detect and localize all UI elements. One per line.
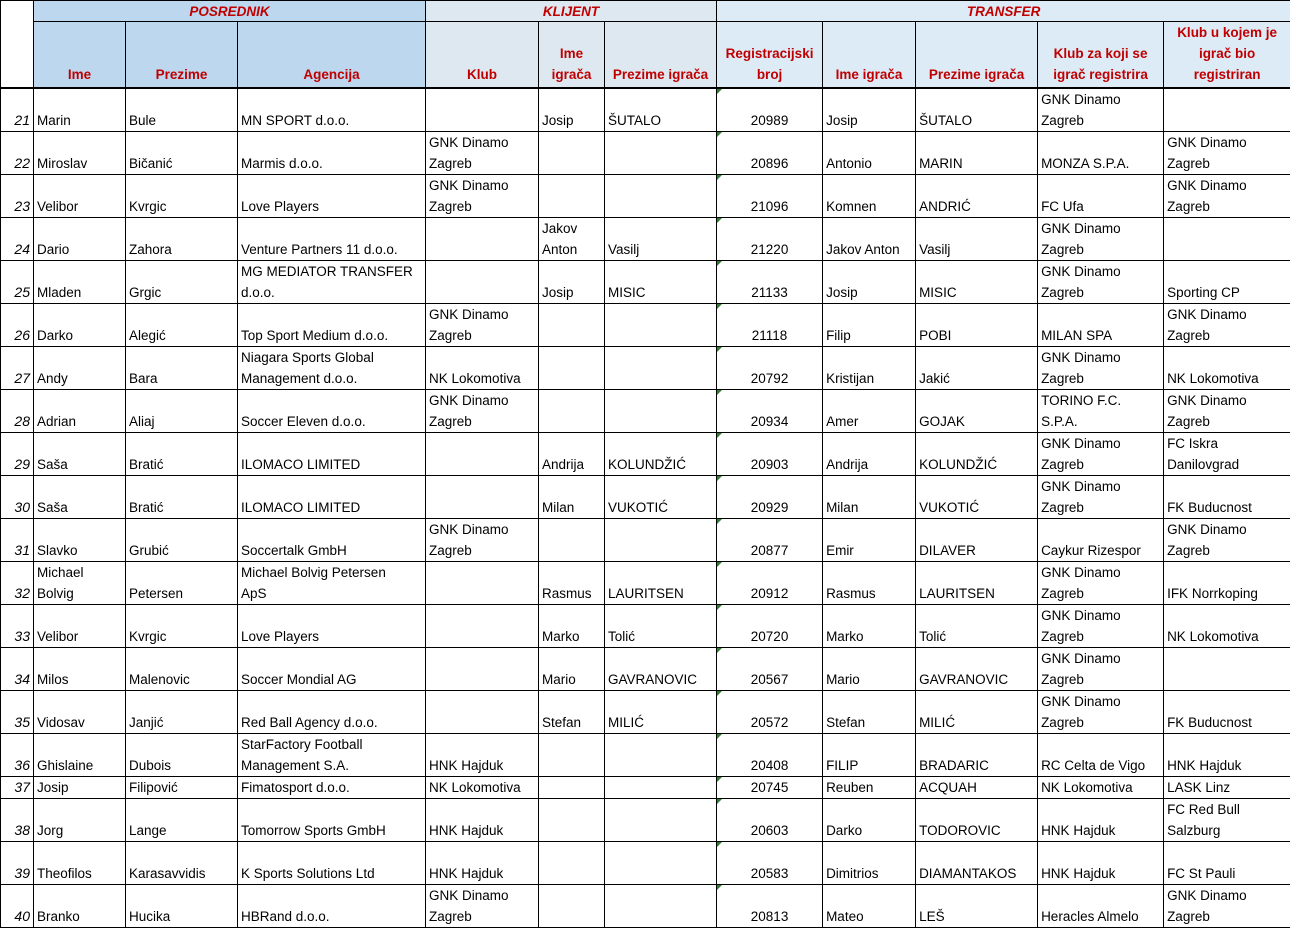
cell-reg-broj: 21133 xyxy=(717,261,823,304)
cell-klijent-prezime: Tolić xyxy=(605,605,717,648)
cell-klub-u: HNK Hajduk xyxy=(1164,734,1290,777)
cell-klijent-ime: Milan xyxy=(539,476,605,519)
cell-klub-za: GNK Dinamo Zagreb xyxy=(1038,562,1164,605)
cell-transfer-prezime: ACQUAH xyxy=(916,777,1038,799)
cell-klijent-prezime: MISIC xyxy=(605,261,717,304)
table-row xyxy=(1,562,1290,605)
cell-klijent-ime: Marko xyxy=(539,605,605,648)
cell-transfer-ime: Josip xyxy=(823,261,916,304)
cell-ime: Darko xyxy=(34,304,126,347)
cell-klub xyxy=(426,261,539,304)
cell-reg-broj: 21220 xyxy=(717,218,823,261)
row-number: 26 xyxy=(1,304,34,347)
col-klub-u: Klub u kojem je igrač bio registriran xyxy=(1164,22,1290,89)
cell-transfer-ime: Filip xyxy=(823,304,916,347)
col-transfer-prezime-igraca: Prezime igrača xyxy=(916,22,1038,89)
cell-klijent-ime: Mario xyxy=(539,648,605,691)
cell-klub-u: GNK Dinamo Zagreb xyxy=(1164,132,1290,175)
cell-transfer-prezime: DIAMANTAKOS xyxy=(916,842,1038,885)
cell-klijent-prezime: GAVRANOVIC xyxy=(605,648,717,691)
cell-klub-za: TORINO F.C. S.P.A. xyxy=(1038,390,1164,433)
cell-transfer-ime: Komnen xyxy=(823,175,916,218)
cell-reg-broj: 21096 xyxy=(717,175,823,218)
cell-reg-broj: 20813 xyxy=(717,884,823,927)
cell-klub-u: LASK Linz xyxy=(1164,777,1290,799)
cell-klub xyxy=(426,648,539,691)
cell-klub-za: Heracles Almelo xyxy=(1038,884,1164,927)
row-number: 39 xyxy=(1,842,34,885)
cell-transfer-ime: Reuben xyxy=(823,777,916,799)
cell-agencija: Marmis d.o.o. xyxy=(238,132,426,175)
cell-klub-za: GNK Dinamo Zagreb xyxy=(1038,218,1164,261)
cell-klub: HNK Hajduk xyxy=(426,842,539,885)
cell-transfer-ime: Antonio xyxy=(823,132,916,175)
cell-reg-broj: 20567 xyxy=(717,648,823,691)
cell-prezime: Janjić xyxy=(126,691,238,734)
cell-ime: Jorg xyxy=(34,799,126,842)
cell-transfer-ime: Mateo xyxy=(823,884,916,927)
cell-klub xyxy=(426,476,539,519)
cell-transfer-prezime: POBI xyxy=(916,304,1038,347)
cell-klub-za: MILAN SPA xyxy=(1038,304,1164,347)
cell-prezime: Grgic xyxy=(126,261,238,304)
cell-reg-broj: 20929 xyxy=(717,476,823,519)
row-number: 28 xyxy=(1,390,34,433)
col-klub-za: Klub za koji se igrač registrira xyxy=(1038,22,1164,89)
cell-klub-za: NK Lokomotiva xyxy=(1038,777,1164,799)
cell-klub: HNK Hajduk xyxy=(426,799,539,842)
cell-transfer-ime: Amer xyxy=(823,390,916,433)
cell-transfer-prezime: LAURITSEN xyxy=(916,562,1038,605)
cell-prezime: Zahora xyxy=(126,218,238,261)
cell-prezime: Karasavvidis xyxy=(126,842,238,885)
cell-klijent-prezime xyxy=(605,304,717,347)
cell-reg-broj: 21118 xyxy=(717,304,823,347)
cell-transfer-prezime: ANDRIĆ xyxy=(916,175,1038,218)
cell-ime: Ghislaine xyxy=(34,734,126,777)
cell-transfer-ime: Emir xyxy=(823,519,916,562)
cell-klub: NK Lokomotiva xyxy=(426,777,539,799)
cell-klub-za: RC Celta de Vigo xyxy=(1038,734,1164,777)
cell-agencija: ILOMACO LIMITED xyxy=(238,476,426,519)
cell-prezime: Bratić xyxy=(126,476,238,519)
cell-agencija: Niagara Sports Global Management d.o.o. xyxy=(238,347,426,390)
cell-klub-za: GNK Dinamo Zagreb xyxy=(1038,88,1164,132)
cell-klijent-ime xyxy=(539,304,605,347)
row-number: 21 xyxy=(1,88,34,132)
cell-klijent-ime: Andrija xyxy=(539,433,605,476)
cell-transfer-prezime: LEŠ xyxy=(916,884,1038,927)
cell-klub-u: GNK Dinamo Zagreb xyxy=(1164,519,1290,562)
table-row xyxy=(1,132,1290,175)
cell-klijent-prezime xyxy=(605,390,717,433)
cell-transfer-prezime: Tolić xyxy=(916,605,1038,648)
table-row xyxy=(1,476,1290,519)
cell-prezime: Aliaj xyxy=(126,390,238,433)
cell-agencija: MN SPORT d.o.o. xyxy=(238,88,426,132)
cell-klub-za: GNK Dinamo Zagreb xyxy=(1038,476,1164,519)
cell-klub: GNK Dinamo Zagreb xyxy=(426,390,539,433)
table-row xyxy=(1,433,1290,476)
cell-agencija: Love Players xyxy=(238,605,426,648)
cell-klijent-ime: Josip xyxy=(539,261,605,304)
cell-prezime: Kvrgic xyxy=(126,175,238,218)
cell-transfer-prezime: MISIC xyxy=(916,261,1038,304)
cell-klub xyxy=(426,562,539,605)
cell-ime: Marin xyxy=(34,88,126,132)
cell-klub-u: FK Buducnost xyxy=(1164,476,1290,519)
table-row xyxy=(1,519,1290,562)
cell-reg-broj: 20903 xyxy=(717,433,823,476)
group-posrednik: POSREDNIK xyxy=(34,1,426,22)
cell-transfer-ime: Milan xyxy=(823,476,916,519)
group-transfer: TRANSFER xyxy=(717,1,1290,22)
cell-transfer-ime: Josip xyxy=(823,88,916,132)
cell-prezime: Bara xyxy=(126,347,238,390)
cell-transfer-prezime: KOLUNDŽIĆ xyxy=(916,433,1038,476)
cell-agencija: K Sports Solutions Ltd xyxy=(238,842,426,885)
cell-transfer-prezime: DILAVER xyxy=(916,519,1038,562)
cell-reg-broj: 20989 xyxy=(717,88,823,132)
cell-transfer-ime: Marko xyxy=(823,605,916,648)
cell-klub-za: HNK Hajduk xyxy=(1038,799,1164,842)
table-row xyxy=(1,304,1290,347)
cell-klijent-ime: Jakov Anton xyxy=(539,218,605,261)
cell-klub-u xyxy=(1164,88,1290,132)
table-body xyxy=(1,88,1290,927)
cell-transfer-prezime: ŠUTALO xyxy=(916,88,1038,132)
cell-transfer-ime: Stefan xyxy=(823,691,916,734)
cell-ime: Theofilos xyxy=(34,842,126,885)
cell-reg-broj: 20877 xyxy=(717,519,823,562)
row-number: 36 xyxy=(1,734,34,777)
cell-ime: Saša xyxy=(34,476,126,519)
cell-klijent-ime xyxy=(539,842,605,885)
table-row xyxy=(1,88,1290,132)
cell-klijent-ime xyxy=(539,132,605,175)
cell-transfer-prezime: MILIĆ xyxy=(916,691,1038,734)
cell-agencija: Soccer Eleven d.o.o. xyxy=(238,390,426,433)
cell-reg-broj: 20583 xyxy=(717,842,823,885)
cell-klijent-prezime: LAURITSEN xyxy=(605,562,717,605)
cell-klijent-prezime xyxy=(605,175,717,218)
cell-klub-u: GNK Dinamo Zagreb xyxy=(1164,884,1290,927)
table-row xyxy=(1,691,1290,734)
cell-klub-u: FC Red Bull Salzburg xyxy=(1164,799,1290,842)
cell-agencija: MG MEDIATOR TRANSFER d.o.o. xyxy=(238,261,426,304)
cell-klub xyxy=(426,218,539,261)
row-number: 30 xyxy=(1,476,34,519)
cell-ime: Andy xyxy=(34,347,126,390)
cell-transfer-ime: Jakov Anton xyxy=(823,218,916,261)
group-header-row xyxy=(1,1,1290,22)
cell-klijent-ime xyxy=(539,777,605,799)
col-transfer-ime-igraca: Ime igrača xyxy=(823,22,916,89)
row-number: 29 xyxy=(1,433,34,476)
cell-klijent-ime xyxy=(539,884,605,927)
cell-prezime: Bratić xyxy=(126,433,238,476)
corner-cell xyxy=(1,1,34,89)
group-klijent: KLIJENT xyxy=(426,1,717,22)
col-ime: Ime xyxy=(34,22,126,89)
cell-klijent-ime: Rasmus xyxy=(539,562,605,605)
cell-klub-za: GNK Dinamo Zagreb xyxy=(1038,261,1164,304)
cell-ime: Adrian xyxy=(34,390,126,433)
cell-ime: Velibor xyxy=(34,605,126,648)
cell-reg-broj: 20603 xyxy=(717,799,823,842)
cell-agencija: ILOMACO LIMITED xyxy=(238,433,426,476)
cell-reg-broj: 20896 xyxy=(717,132,823,175)
cell-klub: GNK Dinamo Zagreb xyxy=(426,884,539,927)
row-number: 33 xyxy=(1,605,34,648)
cell-transfer-prezime: GOJAK xyxy=(916,390,1038,433)
cell-reg-broj: 20720 xyxy=(717,605,823,648)
cell-klijent-prezime xyxy=(605,799,717,842)
cell-klub xyxy=(426,433,539,476)
cell-klijent-prezime: ŠUTALO xyxy=(605,88,717,132)
cell-transfer-prezime: Jakić xyxy=(916,347,1038,390)
cell-reg-broj: 20792 xyxy=(717,347,823,390)
cell-transfer-prezime: MARIN xyxy=(916,132,1038,175)
cell-transfer-ime: Andrija xyxy=(823,433,916,476)
row-number: 25 xyxy=(1,261,34,304)
cell-klub-u: GNK Dinamo Zagreb xyxy=(1164,390,1290,433)
cell-klub-za: GNK Dinamo Zagreb xyxy=(1038,433,1164,476)
cell-klub-za: FC Ufa xyxy=(1038,175,1164,218)
cell-klijent-ime: Josip xyxy=(539,88,605,132)
cell-ime: Branko xyxy=(34,884,126,927)
cell-reg-broj: 20934 xyxy=(717,390,823,433)
cell-klub-za: MONZA S.P.A. xyxy=(1038,132,1164,175)
table-row xyxy=(1,884,1290,927)
cell-klub: HNK Hajduk xyxy=(426,734,539,777)
row-number: 23 xyxy=(1,175,34,218)
cell-klub: NK Lokomotiva xyxy=(426,347,539,390)
cell-klub-u: GNK Dinamo Zagreb xyxy=(1164,175,1290,218)
cell-transfer-ime: Mario xyxy=(823,648,916,691)
cell-klub: GNK Dinamo Zagreb xyxy=(426,519,539,562)
table-row xyxy=(1,648,1290,691)
table-row xyxy=(1,390,1290,433)
cell-transfer-ime: FILIP xyxy=(823,734,916,777)
cell-klijent-ime xyxy=(539,347,605,390)
table-row xyxy=(1,799,1290,842)
cell-agencija: Red Ball Agency d.o.o. xyxy=(238,691,426,734)
cell-klub-u: NK Lokomotiva xyxy=(1164,605,1290,648)
cell-klub-u: IFK Norrkoping xyxy=(1164,562,1290,605)
cell-ime: Miroslav xyxy=(34,132,126,175)
row-number: 31 xyxy=(1,519,34,562)
col-klub: Klub xyxy=(426,22,539,89)
cell-reg-broj: 20572 xyxy=(717,691,823,734)
cell-klub-u xyxy=(1164,218,1290,261)
cell-klijent-prezime: KOLUNDŽIĆ xyxy=(605,433,717,476)
cell-klijent-ime xyxy=(539,734,605,777)
table-row xyxy=(1,734,1290,777)
cell-klijent-ime xyxy=(539,519,605,562)
cell-ime: Dario xyxy=(34,218,126,261)
row-number: 40 xyxy=(1,884,34,927)
cell-ime: Saša xyxy=(34,433,126,476)
cell-agencija: Top Sport Medium d.o.o. xyxy=(238,304,426,347)
cell-transfer-ime: Rasmus xyxy=(823,562,916,605)
cell-klub-za: GNK Dinamo Zagreb xyxy=(1038,605,1164,648)
table-row xyxy=(1,218,1290,261)
cell-klub xyxy=(426,691,539,734)
cell-prezime: Kvrgic xyxy=(126,605,238,648)
cell-prezime: Filipović xyxy=(126,777,238,799)
cell-klijent-prezime xyxy=(605,842,717,885)
cell-klub-u: GNK Dinamo Zagreb xyxy=(1164,304,1290,347)
table-row xyxy=(1,777,1290,799)
col-prezime: Prezime xyxy=(126,22,238,89)
cell-klijent-ime xyxy=(539,390,605,433)
cell-klijent-prezime xyxy=(605,777,717,799)
cell-prezime: Hucika xyxy=(126,884,238,927)
cell-ime: Michael Bolvig xyxy=(34,562,126,605)
cell-klub-za: GNK Dinamo Zagreb xyxy=(1038,648,1164,691)
cell-transfer-prezime: Vasilj xyxy=(916,218,1038,261)
table-row xyxy=(1,605,1290,648)
cell-ime: Mladen xyxy=(34,261,126,304)
cell-klub-za: HNK Hajduk xyxy=(1038,842,1164,885)
row-number: 38 xyxy=(1,799,34,842)
cell-transfer-ime: Kristijan xyxy=(823,347,916,390)
cell-klub-u: FK Buducnost xyxy=(1164,691,1290,734)
col-ime-igraca: Ime igrača xyxy=(539,22,605,89)
cell-klub-u: Sporting CP xyxy=(1164,261,1290,304)
cell-agencija: Soccer Mondial AG xyxy=(238,648,426,691)
cell-agencija: HBRand d.o.o. xyxy=(238,884,426,927)
cell-agencija: Love Players xyxy=(238,175,426,218)
cell-klijent-prezime: VUKOTIĆ xyxy=(605,476,717,519)
cell-klijent-prezime xyxy=(605,884,717,927)
cell-klijent-ime xyxy=(539,175,605,218)
cell-prezime: Lange xyxy=(126,799,238,842)
cell-prezime: Dubois xyxy=(126,734,238,777)
cell-klijent-prezime xyxy=(605,347,717,390)
cell-klub-u: FC St Pauli xyxy=(1164,842,1290,885)
cell-prezime: Bule xyxy=(126,88,238,132)
cell-klub: GNK Dinamo Zagreb xyxy=(426,304,539,347)
cell-klijent-prezime xyxy=(605,132,717,175)
row-number: 35 xyxy=(1,691,34,734)
cell-transfer-prezime: VUKOTIĆ xyxy=(916,476,1038,519)
cell-reg-broj: 20912 xyxy=(717,562,823,605)
table-row xyxy=(1,347,1290,390)
cell-klijent-prezime xyxy=(605,734,717,777)
cell-transfer-prezime: TODOROVIC xyxy=(916,799,1038,842)
cell-klub: GNK Dinamo Zagreb xyxy=(426,132,539,175)
cell-transfer-ime: Darko xyxy=(823,799,916,842)
row-number: 27 xyxy=(1,347,34,390)
row-number: 24 xyxy=(1,218,34,261)
cell-klijent-prezime: Vasilj xyxy=(605,218,717,261)
cell-ime: Josip xyxy=(34,777,126,799)
cell-klub: GNK Dinamo Zagreb xyxy=(426,175,539,218)
row-number: 34 xyxy=(1,648,34,691)
cell-prezime: Bičanić xyxy=(126,132,238,175)
cell-klub xyxy=(426,605,539,648)
cell-prezime: Alegić xyxy=(126,304,238,347)
cell-klijent-prezime xyxy=(605,519,717,562)
cell-klijent-prezime: MILIĆ xyxy=(605,691,717,734)
row-number: 37 xyxy=(1,777,34,799)
cell-klijent-ime xyxy=(539,799,605,842)
col-prezime-igraca: Prezime igrača xyxy=(605,22,717,89)
cell-klub-u: FC Iskra Danilovgrad xyxy=(1164,433,1290,476)
cell-klub-u xyxy=(1164,648,1290,691)
row-number: 22 xyxy=(1,132,34,175)
cell-transfer-prezime: BRADARIC xyxy=(916,734,1038,777)
table-row xyxy=(1,842,1290,885)
cell-agencija: Soccertalk GmbH xyxy=(238,519,426,562)
cell-ime: Vidosav xyxy=(34,691,126,734)
cell-klub-za: Caykur Rizespor xyxy=(1038,519,1164,562)
cell-reg-broj: 20745 xyxy=(717,777,823,799)
col-agencija: Agencija xyxy=(238,22,426,89)
cell-agencija: Venture Partners 11 d.o.o. xyxy=(238,218,426,261)
row-number: 32 xyxy=(1,562,34,605)
cell-ime: Milos xyxy=(34,648,126,691)
cell-klub-za: GNK Dinamo Zagreb xyxy=(1038,347,1164,390)
cell-agencija: StarFactory Football Management S.A. xyxy=(238,734,426,777)
table-row xyxy=(1,175,1290,218)
column-header-row xyxy=(1,22,1290,89)
cell-agencija: Fimatosport d.o.o. xyxy=(238,777,426,799)
cell-klub-za: GNK Dinamo Zagreb xyxy=(1038,691,1164,734)
cell-ime: Velibor xyxy=(34,175,126,218)
cell-transfer-ime: Dimitrios xyxy=(823,842,916,885)
cell-agencija: Michael Bolvig Petersen ApS xyxy=(238,562,426,605)
cell-klub-u: NK Lokomotiva xyxy=(1164,347,1290,390)
cell-transfer-prezime: GAVRANOVIC xyxy=(916,648,1038,691)
cell-reg-broj: 20408 xyxy=(717,734,823,777)
cell-prezime: Malenovic xyxy=(126,648,238,691)
cell-prezime: Petersen xyxy=(126,562,238,605)
table-row xyxy=(1,261,1290,304)
cell-agencija: Tomorrow Sports GmbH xyxy=(238,799,426,842)
cell-prezime: Grubić xyxy=(126,519,238,562)
cell-klub xyxy=(426,88,539,132)
col-reg-broj: Registracijski broj xyxy=(717,22,823,89)
cell-klijent-ime: Stefan xyxy=(539,691,605,734)
cell-ime: Slavko xyxy=(34,519,126,562)
